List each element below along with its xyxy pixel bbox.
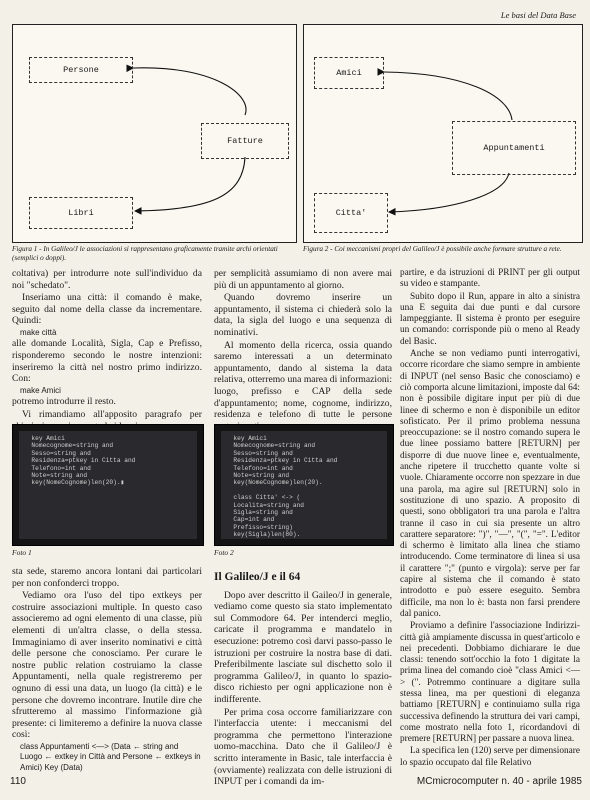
paragraph: Anche se non vediamo punti interrogativi, occorre ricordare che siamo sempre in ambiente di INPUT (nel senso Basic che conosciamo) e ciò comporta alcune limitazioni, imposte dal 64: non è possibile digitare input per più di due linee di schermo e non è disponibile un editor sofisticato. Per il primo problema nessuna preoccupazione: se il nostro comando supera le due linee possiamo battere [RETURN] per disporre di due nuove linee e, eventualmente, anche ripetere il trucchetto quante volte si vuole. Chiaramente occorre non spezzare in due una parola, ma agire sul [RETURN] solo in sostituzione di uno spazio. A proposito di questi, sono obbligatori tra una parola e l'altra tranne il caso in cui sia presente un altro carattere separatore: ")", "—", "(", "=". L'editor di schermo è limitato alla linea che stiamo introducendo. Come terminatore di linea si usa il carattere ";" (punto e virgola): serve per far capire al sistema che il comando è stato introdotto e può essere eseguito. Sembra difficile, ma non lo è: basta non farsi prendere dal panico.	[400, 349, 580, 619]
c64-screen-text: key Amici Nomecognome=string and Sesso=string and Residenza=ptkey in Citta and Telefono=int and Note=string and key(NomeCognome)len(20).▮	[19, 431, 197, 539]
code-line: make città	[20, 327, 57, 337]
code-block: class Appuntamenti <—> (Data ← string and Luogo ← extkey in Città and Persone ← extkeys in Amici) Key (Data)	[20, 741, 201, 772]
paragraph: partire, e da istruzioni di PRINT per gli output su video e stampante.	[400, 268, 580, 290]
figure-1-caption: Figura 1 - In Galileo/J le associazioni si rappresentano graficamente tramite archi orientati (semplici o doppi).	[12, 245, 278, 262]
column-3	[400, 268, 580, 770]
class-box-citta	[314, 193, 388, 233]
box-label: Libri	[68, 208, 94, 218]
code-line: make Amici	[20, 385, 61, 395]
paragraph: per semplicità assumiamo di non avere mai più di un appuntamento al giorno.	[214, 268, 392, 291]
figure-2-diagram	[303, 24, 583, 243]
box-label: Appuntamenti	[483, 143, 545, 153]
paragraph: potremo introdurre il resto.	[12, 396, 116, 408]
box-label: Persone	[63, 65, 99, 75]
class-box-persone	[29, 57, 133, 83]
column-2-top	[214, 268, 392, 433]
photo-1-screen	[12, 424, 204, 546]
box-label: Citta'	[335, 208, 367, 218]
paragraph: sta sede, staremo ancora lontani dai particolari per non confonderci troppo.	[12, 566, 202, 589]
paragraph: Vediamo ora l'uso del tipo extkeys per costruire associazioni multiple. In questo caso associeremo ad ogni elemento di una classe, più elementi di un'altra classe, o della stessa. Immaginiamo di aver inserito nominativi e città delle persone che conosciamo. Per curare le nostre public relation costruiamo la classe Appuntamenti, nella quale registreremo per ognuno di essi una data, un luogo (la città) e le persone che dovremo incontrare. Inutile dire che sfrutteremo al massimo l'informazione già presente: ci limiteremo a definire la nuova classe così:	[12, 590, 202, 741]
paragraph: Proviamo a definire l'associazione Indirizzi-città già ampiamente discussa in quest'articolo e nei precedenti. Dobbiamo dichiarare le due classi: tenendo sott'occhio la foto 1 digitate la prima linea del comando cioè "class Amici <—> (". Potremmo continuare a digitare sulla stessa linea, ma per questioni di eleganza battiamo [RETURN] e continuiamo sulla riga successiva definendo la struttura dei vari campi, come mostrato nella foto 1, ricordandovi di premere [RETURN] per passare a nuova linea.	[400, 621, 580, 745]
box-label: Amici	[336, 68, 362, 78]
paragraph: Al momento della ricerca, ossia quando saremo interessati a un determinato appuntamento, dando al sistema la data relativa, otterremo una marea di informazioni: luogo, prefisso e CAP della sede d'appuntamento; nome, cognome, indirizzo, residenza e telefono di tutte le persone	[214, 339, 392, 421]
column-2-bottom	[214, 570, 392, 789]
magazine-footer: MCmicrocomputer n. 40 - aprile 1985	[416, 776, 582, 787]
photo-2-label: Foto 2	[214, 548, 234, 557]
paragraph: coltativa) per introdurre note sull'individuo da noi "schedato".	[12, 268, 202, 291]
paragraph: Per prima cosa occorre familiarizzare con l'interfaccia utente: i meccanismi del programma che permettono l'interazione uomo-macchina. Dato che il Galileo/J è scritto interamente in Basic, tale interfaccia è (ovviamente) realizzata con delle istruzioni di INPUT per i comandi da im-	[214, 706, 392, 788]
class-box-libri	[29, 197, 133, 229]
class-box-fatture	[201, 123, 289, 159]
page-number: 110	[10, 776, 26, 787]
paragraph: Subito dopo il Run, appare in alto a sinistra una E seguita dai due punti e dal cursore lampeggiante. Il sistema è pronto per eseguire un comando: corrisponde più o meno al Ready del Basic.	[400, 291, 580, 347]
paragraph: Dopo aver descritto il Gaileo/J in generale, vediamo come questo sia stato implementato sul Commodore 64. Per intenderci meglio, caricate il programma e mandatelo in esecuzione: potremo così darvi passo-passo le istruzioni per costruire la nostra base di dati. Preferibilmente lasciate sul dischetto solo il programma Galileo/J, in quanto lo spazio-disco richiesto per ogni applicazione non è indifferente.	[214, 589, 392, 705]
figure-2-caption: Figura 2 - Coi meccanismi propri del Galileo/J è possibile anche formare strutture a rete.	[303, 245, 562, 253]
class-box-amici	[314, 57, 384, 89]
paragraph: La specifica len (120) serve per dimensionare lo spazio occupato dal file Relativo	[400, 746, 580, 768]
section-heading: Il Galileo/J e il 64	[214, 571, 301, 583]
column-1-bottom	[12, 566, 202, 773]
figure-1-diagram	[12, 24, 297, 243]
photo-1-label: Foto 1	[12, 548, 32, 557]
column-1-top	[12, 268, 202, 433]
class-box-appuntamenti	[452, 121, 576, 175]
box-label: Fatture	[227, 136, 263, 146]
paragraph: alle domande Località, Sigla, Cap e Prefisso, risponderemo secondo le nostre intenzioni: inseriremo la città nel nostro primo indirizzo. Con:	[12, 338, 202, 385]
running-header: Le basi del Data Base	[500, 10, 576, 20]
paragraph: Quando dovremo inserire un appuntamento, il sistema ci chiederà solo la data, la sigla del luogo e una sequenza di nominativi.	[214, 292, 392, 338]
paragraph: Vi rimandiamo all'apposito paragrafo per	[22, 408, 202, 420]
paragraph: Inseriamo una città: il comando è make, seguito dal nome della classe da incrementare. Quindi:	[12, 292, 202, 327]
c64-screen-text: key Amici Nomecognome=string and Sesso=string and Residenza=ptkey in Citta and Telefono=int and Note=string and key(NomeCognome)len(20). class Citta' <-> ( Localita=string and Sigla=string and Cap=int and Prefisso=string) key(Sigla)len(80).	[221, 431, 387, 539]
photo-2-screen	[214, 424, 394, 546]
